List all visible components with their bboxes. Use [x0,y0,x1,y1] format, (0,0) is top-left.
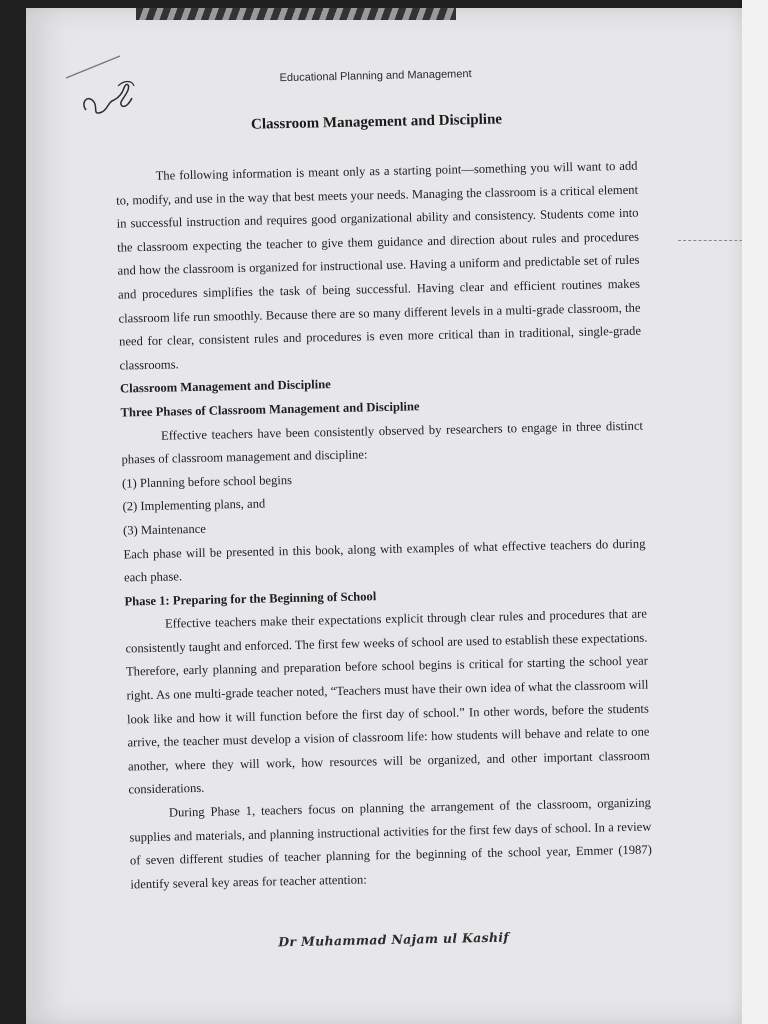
page-header: Educational Planning and Management [279,68,472,85]
background-surface [742,0,768,1024]
phase-item: (2) Implementing plans, and [122,496,266,514]
phase-item: (1) Planning before school begins [121,472,293,491]
intro-paragraph: The following information is meant only as a starting point—something you will want to add to, modify, and use in the way that best meets your needs. Managing the classroom is a critical element in successful instruction and requires good organizational ability and consistency. Students come into the classroom expecting the teacher to give them guidance and direction about rules and procedures and how the classroom is organized for instructional use. Having a uniform and predictable set of rules and procedures simplifies the task of being successful. Having clear and efficient routines makes classroom life run smoothly. Because there are so many different levels in a multi-grade classroom, the need for clear, consistent rules and procedures is even more critical than in traditional, single-grade classrooms. [115,158,642,373]
section-heading: Classroom Management and Discipline [119,377,331,396]
phase1-paragraph: Effective teachers make their expectations explicit through clear rules and procedures that are consistently taught and enforced. The first few weeks of school are used to establish these expectations. Therefore, early planning and preparation before school begins is critical for starting the school year right. As one multi-grade teacher noted, “Teachers must have their own idea of what the classroom will look like and how it will function before the first day of school.” In other words, before the students arrive, the teacher must develop a vision of classroom life: how students will behave and relate to one another, where they will work, how resources will be organized, and other important classroom considerations. [125,606,651,797]
phase-item: (3) Maintenance [122,521,207,538]
document-body [115,155,652,897]
page-title: Classroom Management and Discipline [250,111,503,133]
document-page [26,8,742,1024]
phases-heading: Three Phases of Classroom Management and Discipline [120,399,420,420]
phases-outro-paragraph: Each phase will be presented in this book, along with examples of what effective teachers do during each phase. [123,536,646,585]
author-footer: Dr Muhammad Najam ul Kashif [278,929,510,950]
phase1-heading: Phase 1: Preparing for the Beginning of School [124,588,377,609]
phase1-paragraph-2: During Phase 1, teachers focus on planning the arrangement of the classroom, organizing supplies and materials, and planning instructional activities for the first few days of school. In a review of seven different studies of teacher planning for the beginning of the school year, Emmer (1987) identify several key areas for teacher attention: [129,795,652,892]
phases-intro-paragraph: Effective teachers have been consistently observed by researchers to engage in three distinct phases of classroom management and discipline: [121,418,644,467]
document-content [26,8,742,1024]
